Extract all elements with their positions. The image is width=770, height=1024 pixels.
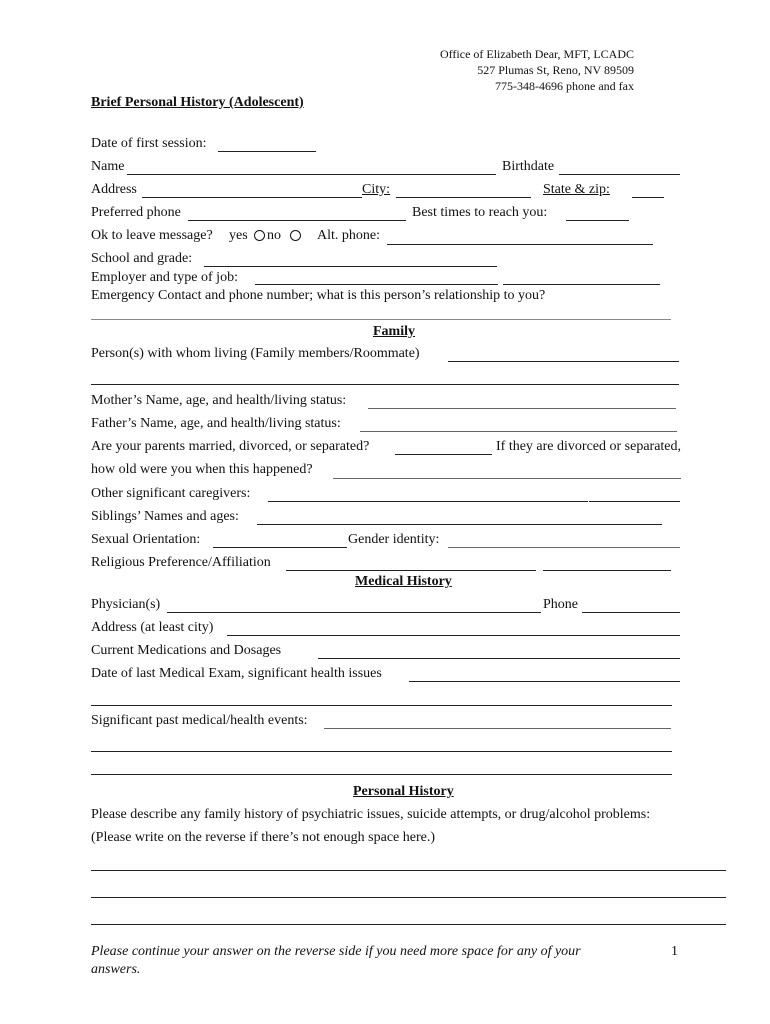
religion-label: Religious Preference/Affiliation xyxy=(91,555,271,570)
father-field[interactable] xyxy=(360,431,677,432)
ok-message-label: Ok to leave message? xyxy=(91,228,213,243)
last-exam-field-2-extra[interactable] xyxy=(635,705,672,706)
birthdate-field[interactable] xyxy=(559,174,680,175)
past-events-field-2[interactable] xyxy=(91,751,636,752)
physician-phone-field[interactable] xyxy=(582,612,680,613)
reverse-note: (Please write on the reverse if there’s not enough space here.) xyxy=(91,830,436,845)
employer-label: Employer and type of job: xyxy=(91,270,238,285)
personal-heading: Personal History xyxy=(353,784,454,799)
footer-note-line1: Please continue your answer on the reverse side if you need more space for any of your xyxy=(91,944,581,959)
divorced-label: If they are divorced or separated, xyxy=(496,439,682,454)
mother-field[interactable] xyxy=(368,408,676,409)
med-address-label: Address (at least city) xyxy=(91,620,214,635)
personal-field-3[interactable] xyxy=(91,924,726,925)
emergency-field[interactable] xyxy=(91,319,671,320)
state-zip-field[interactable] xyxy=(632,197,664,198)
father-label: Father’s Name, age, and health/living status: xyxy=(91,416,341,431)
gender-label: Gender identity: xyxy=(348,532,440,547)
how-old-field[interactable] xyxy=(333,478,681,479)
religion-field[interactable] xyxy=(286,570,536,571)
school-field[interactable] xyxy=(204,266,497,267)
footer-note-line2: answers. xyxy=(91,962,141,977)
alt-phone-label: Alt. phone: xyxy=(317,228,380,243)
caregivers-label: Other significant caregivers: xyxy=(91,486,251,501)
office-name: Office of Elizabeth Dear, MFT, LCADC xyxy=(439,47,634,61)
gender-field[interactable] xyxy=(448,547,680,548)
orientation-label: Sexual Orientation: xyxy=(91,532,201,547)
medical-heading: Medical History xyxy=(355,574,452,589)
name-label: Name xyxy=(91,159,125,174)
past-events-field-3[interactable] xyxy=(91,774,672,775)
school-label: School and grade: xyxy=(91,251,193,266)
no-radio[interactable] xyxy=(290,230,301,241)
city-field[interactable] xyxy=(396,197,531,198)
alt-phone-field[interactable] xyxy=(387,244,653,245)
phone-label: Phone xyxy=(543,597,578,612)
state-zip-label: State & zip: xyxy=(543,182,610,197)
past-events-field[interactable] xyxy=(324,728,671,729)
med-address-field[interactable] xyxy=(227,635,637,636)
medications-field[interactable] xyxy=(318,658,680,659)
yes-label: yes xyxy=(229,228,248,243)
past-events-label: Significant past medical/health events: xyxy=(91,713,308,728)
page-number: 1 xyxy=(671,944,678,959)
medications-label: Current Medications and Dosages xyxy=(91,643,282,658)
first-session-field[interactable] xyxy=(218,151,316,152)
best-times-field[interactable] xyxy=(566,220,629,221)
employer-field[interactable] xyxy=(255,284,498,285)
married-field[interactable] xyxy=(395,454,492,455)
physician-label: Physician(s) xyxy=(91,597,161,612)
preferred-phone-field[interactable] xyxy=(188,220,406,221)
married-label: Are your parents married, divorced, or separated? xyxy=(91,439,370,454)
yes-radio[interactable] xyxy=(254,230,265,241)
family-heading: Family xyxy=(373,324,415,339)
how-old-label: how old were you when this happened? xyxy=(91,462,313,477)
city-label: City: xyxy=(362,182,391,197)
living-field[interactable] xyxy=(448,361,679,362)
living-field-2[interactable] xyxy=(91,384,679,385)
address-label: Address xyxy=(91,182,137,197)
address-field[interactable] xyxy=(142,197,362,198)
last-exam-field-2[interactable] xyxy=(91,705,636,706)
orientation-field[interactable] xyxy=(213,547,347,548)
med-address-field-extra[interactable] xyxy=(635,635,680,636)
past-events-field-2-extra[interactable] xyxy=(635,751,672,752)
best-times-label: Best times to reach you: xyxy=(412,205,548,220)
describe-label: Please describe any family history of psychiatric issues, suicide attempts, or drug/alcohol problems: xyxy=(91,807,651,822)
caregivers-field-extra[interactable] xyxy=(589,501,680,502)
personal-field-1[interactable] xyxy=(91,870,726,871)
birthdate-label: Birthdate xyxy=(502,159,555,174)
preferred-phone-label: Preferred phone xyxy=(91,205,181,220)
siblings-field[interactable] xyxy=(257,524,662,525)
office-address: 527 Plumas St, Reno, NV 89509 xyxy=(477,63,634,77)
religion-field-extra[interactable] xyxy=(543,570,671,571)
no-label: no xyxy=(267,228,281,243)
emergency-label: Emergency Contact and phone number; what is this person’s relationship to you? xyxy=(91,288,546,303)
personal-field-2[interactable] xyxy=(91,897,726,898)
first-session-label: Date of first session: xyxy=(91,136,207,151)
physician-field-extra[interactable] xyxy=(408,612,500,613)
siblings-label: Siblings’ Names and ages: xyxy=(91,509,239,524)
mother-label: Mother’s Name, age, and health/living status: xyxy=(91,393,347,408)
caregivers-field[interactable] xyxy=(268,501,588,502)
last-exam-field[interactable] xyxy=(409,681,680,682)
employer-field-extra[interactable] xyxy=(503,284,660,285)
living-label: Person(s) with whom living (Family members/Roommate) xyxy=(91,346,420,361)
form-title: Brief Personal History (Adolescent) xyxy=(91,95,304,110)
last-exam-label: Date of last Medical Exam, significant health issues xyxy=(91,666,382,681)
name-field[interactable] xyxy=(127,174,496,175)
office-phone: 775-348-4696 phone and fax xyxy=(495,79,634,93)
